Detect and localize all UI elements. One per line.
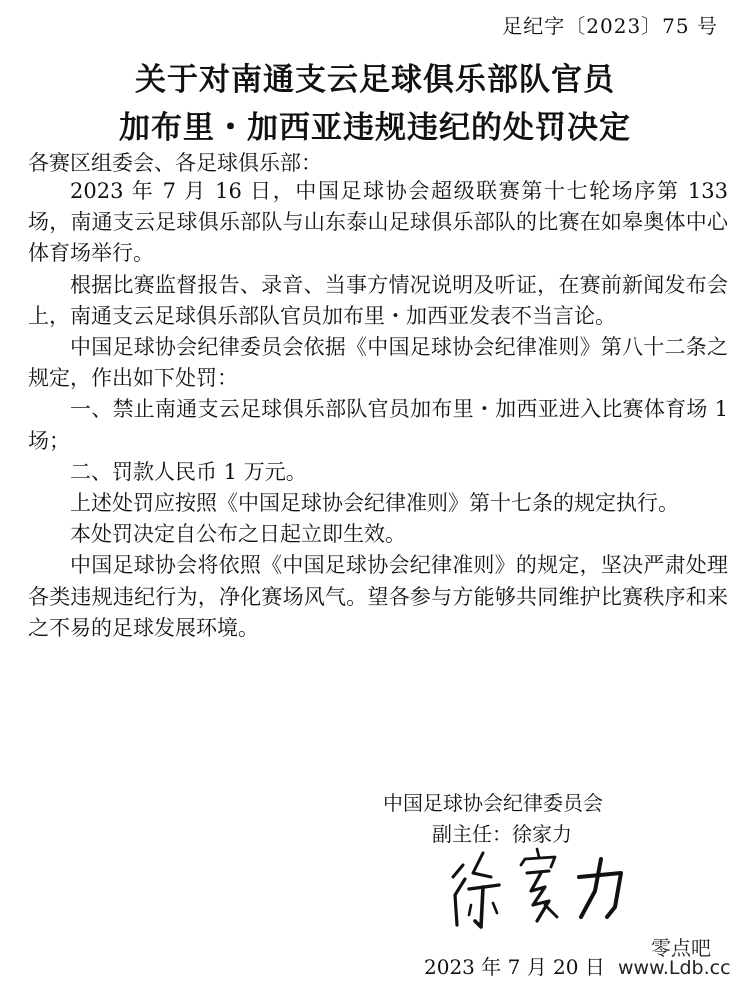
paragraph-closing: 中国足球协会将依照《中国足球协会纪律准则》的规定，坚决严肃处理各类违规违纪行为，净化赛场风气。望各参与方能够共同维护比赛秩序和来之不易的足球发展环境。 (28, 553, 728, 640)
watermark-url: www.Ldb.cc (618, 957, 731, 979)
paragraph-effective: 本处罚决定自公布之日起立即生效。 (70, 522, 406, 547)
salutation: 各赛区组委会、各足球俱乐部： (28, 151, 322, 175)
signing-official: 副主任：徐家力 (432, 822, 572, 846)
document-title-line-1: 关于对南通支云足球俱乐部队官员 (135, 62, 615, 98)
signing-organization: 中国足球协会纪律委员会 (383, 791, 603, 815)
paragraph-incident: 2023 年 7 月 16 日，中国足球协会超级联赛第十七轮场序第 133 场，南通支云足球俱乐部队与山东泰山足球俱乐部队的比赛在如皋奥体中心体育场举行。 (28, 179, 728, 266)
penalty-item-ban: 一、禁止南通支云足球俱乐部队官员加布里・加西亚进入比赛体育场 1 场； (28, 397, 728, 453)
document-title-line-2: 加布里・加西亚违规违纪的处罚决定 (119, 110, 631, 146)
signing-date: 2023 年 7 月 20 日 (424, 955, 605, 979)
handwritten-signature (445, 843, 645, 933)
watermark-site-name: 零点吧 (651, 936, 711, 960)
paragraph-execution: 上述处罚应按照《中国足球协会纪律准则》第十七条的规定执行。 (70, 491, 679, 516)
paragraph-basis: 中国足球协会纪律委员会依据《中国足球协会纪律准则》第八十二条之规定，作出如下处罚： (28, 335, 728, 391)
penalty-item-fine: 二、罚款人民币 1 万元。 (70, 459, 307, 484)
document-body (28, 176, 728, 644)
document-number: 足纪字〔2023〕75 号 (502, 14, 718, 38)
paragraph-finding: 根据比赛监督报告、录音、当事方情况说明及听证，在赛前新闻发布会上，南通支云足球俱乐部队官员加布里・加西亚发表不当言论。 (28, 272, 728, 328)
